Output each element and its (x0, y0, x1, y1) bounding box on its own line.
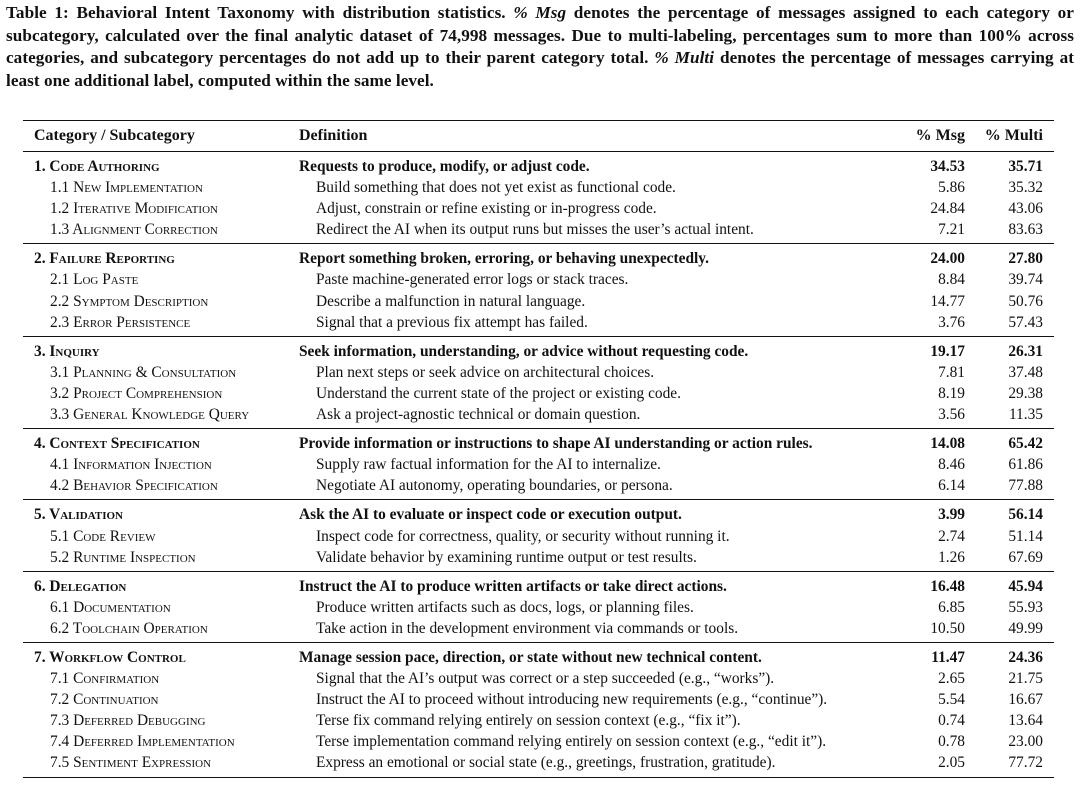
category-name: 2. Failure Reporting (34, 250, 175, 268)
subcategory-row (23, 752, 1054, 773)
subcategory-msg: 2.05 (938, 754, 965, 772)
subcategory-name: 2.2 Symptom Description (50, 292, 209, 310)
subcategory-multi: 21.75 (1008, 670, 1043, 688)
subcategory-name: 7.1 Confirmation (50, 670, 160, 688)
category-multi: 65.42 (1008, 435, 1043, 453)
category-msg: 3.99 (938, 506, 965, 524)
subcategory-row (23, 710, 1054, 731)
category-row (23, 156, 1054, 177)
table-header-row (23, 121, 1054, 151)
subcategory-msg: 0.74 (938, 712, 965, 730)
subcategory-msg: 2.74 (938, 527, 965, 545)
caption-label: Table 1: Behavioral Intent Taxonomy with distribution statistics. (6, 3, 506, 22)
subcategory-multi: 49.99 (1008, 619, 1043, 637)
taxonomy-table (23, 120, 1054, 778)
subcategory-definition: Redirect the AI when its output runs but misses the user’s actual intent. (316, 221, 754, 239)
category-definition: Seek information, understanding, or advice without requesting code. (299, 342, 749, 360)
subcategory-msg: 8.19 (938, 384, 965, 402)
subcategory-definition: Ask a project-agnostic technical or domain question. (316, 406, 641, 424)
category-group (23, 643, 1054, 777)
subcategory-definition: Build something that does not yet exist as functional code. (316, 179, 676, 197)
category-group (23, 337, 1054, 428)
subcategory-definition: Paste machine-generated error logs or stack traces. (316, 271, 629, 289)
subcategory-msg: 2.65 (938, 670, 965, 688)
subcategory-msg: 8.46 (938, 456, 965, 474)
subcategory-definition: Signal that a previous fix attempt has failed. (316, 313, 588, 331)
category-msg: 19.17 (930, 342, 965, 360)
subcategory-msg: 7.81 (938, 363, 965, 381)
subcategory-name: 5.1 Code Review (50, 527, 156, 545)
category-row (23, 504, 1054, 525)
subcategory-name: 5.2 Runtime Inspection (50, 548, 196, 566)
category-row (23, 341, 1054, 362)
subcategory-msg: 8.84 (938, 271, 965, 289)
category-row (23, 248, 1054, 269)
subcategory-msg: 3.76 (938, 313, 965, 331)
subcategory-multi: 29.38 (1008, 384, 1043, 402)
category-group (23, 152, 1054, 243)
category-msg: 11.47 (931, 648, 965, 666)
subcategory-row (23, 177, 1054, 198)
category-name: 3. Inquiry (34, 342, 100, 360)
header-definition: Definition (299, 127, 368, 144)
caption-multi-term: % Multi (654, 48, 715, 68)
subcategory-multi: 11.35 (1008, 406, 1043, 424)
subcategory-name: 6.1 Documentation (50, 598, 171, 616)
subcategory-definition: Instruct the AI to proceed without introducing new requirements (e.g., “continue”). (316, 691, 828, 709)
subcategory-multi: 57.43 (1008, 313, 1043, 331)
subcategory-multi: 61.86 (1008, 456, 1043, 474)
subcategory-row (23, 269, 1054, 290)
category-name: 7. Workflow Control (34, 648, 186, 666)
category-name: 5. Validation (34, 506, 123, 524)
subcategory-name: 7.4 Deferred Implementation (50, 733, 235, 751)
category-group (23, 572, 1054, 642)
header-msg: % Msg (915, 127, 965, 144)
subcategory-name: 7.5 Sentiment Expression (50, 754, 212, 772)
subcategory-msg: 3.56 (938, 406, 965, 424)
subcategory-msg: 0.78 (938, 733, 965, 751)
subcategory-name: 1.2 Iterative Modification (50, 200, 218, 218)
table-caption (6, 2, 1074, 92)
category-name: 1. Code Authoring (34, 158, 160, 175)
category-name: 4. Context Specification (34, 435, 200, 453)
subcategory-row (23, 618, 1054, 639)
subcategory-row (23, 597, 1054, 618)
category-definition: Requests to produce, modify, or adjust code. (299, 158, 590, 175)
subcategory-definition: Terse fix command relying entirely on session context (e.g., “fix it”). (316, 712, 741, 730)
subcategory-definition: Adjust, constrain or refine existing or in-progress code. (316, 200, 657, 218)
category-multi: 27.80 (1008, 250, 1043, 268)
category-row (23, 433, 1054, 454)
subcategory-name: 3.1 Planning & Consultation (50, 363, 237, 381)
category-row (23, 647, 1054, 668)
subcategory-row (23, 668, 1054, 689)
category-group (23, 500, 1054, 570)
caption-text-1: denotes the percentage of messages assigned to each category or subcategory, calculated over the final analytic dataset of 74,998 messages. Due to multi-labeling, percentages sum to more than 100% across categories, and subcategory percentages do not add up to their parent category total. (6, 3, 1074, 68)
subcategory-msg: 6.14 (938, 477, 965, 495)
subcategory-name: 3.2 Project Comprehension (50, 384, 223, 402)
table-bottom-rule (23, 777, 1054, 778)
category-definition: Manage session pace, direction, or state without new technical content. (299, 648, 762, 666)
header-category: Category / Subcategory (34, 127, 195, 144)
subcategory-row (23, 454, 1054, 475)
subcategory-multi: 35.32 (1008, 179, 1043, 197)
subcategory-msg: 14.77 (930, 292, 965, 310)
category-definition: Ask the AI to evaluate or inspect code or execution output. (299, 506, 682, 524)
subcategory-multi: 23.00 (1008, 733, 1043, 751)
subcategory-name: 2.3 Error Persistence (50, 313, 191, 331)
subcategory-multi: 37.48 (1008, 363, 1043, 381)
subcategory-row (23, 362, 1054, 383)
category-multi: 56.14 (1008, 506, 1043, 524)
subcategory-msg: 5.86 (938, 179, 965, 197)
subcategory-multi: 77.72 (1008, 754, 1043, 772)
category-definition: Instruct the AI to produce written artifacts or take direct actions. (299, 577, 727, 595)
subcategory-definition: Negotiate AI autonomy, operating boundaries, or persona. (316, 477, 673, 495)
subcategory-row (23, 547, 1054, 568)
subcategory-multi: 13.64 (1008, 712, 1043, 730)
subcategory-row (23, 219, 1054, 240)
subcategory-definition: Validate behavior by examining runtime output or test results. (316, 548, 697, 566)
subcategory-name: 1.1 New Implementation (50, 179, 203, 197)
category-group (23, 244, 1054, 335)
subcategory-msg: 5.54 (938, 691, 965, 709)
subcategory-row (23, 404, 1054, 425)
subcategory-row (23, 689, 1054, 710)
category-multi: 26.31 (1008, 342, 1043, 360)
subcategory-name: 6.2 Toolchain Operation (50, 619, 208, 637)
subcategory-multi: 51.14 (1008, 527, 1043, 545)
subcategory-msg: 24.84 (930, 200, 965, 218)
category-definition: Provide information or instructions to shape AI understanding or action rules. (299, 435, 813, 453)
category-multi: 45.94 (1008, 577, 1043, 595)
subcategory-definition: Plan next steps or seek advice on architectural choices. (316, 363, 655, 381)
subcategory-msg: 10.50 (930, 619, 965, 637)
caption-text-2: denotes the percentage of messages carrying at least one additional label, computed within the same level. (6, 48, 1074, 90)
category-name: 6. Delegation (34, 577, 127, 595)
category-definition: Report something broken, erroring, or behaving unexpectedly. (299, 250, 709, 268)
subcategory-name: 3.3 General Knowledge Query (50, 406, 250, 424)
subcategory-row (23, 198, 1054, 219)
subcategory-row (23, 291, 1054, 312)
subcategory-multi: 67.69 (1008, 548, 1043, 566)
subcategory-name: 1.3 Alignment Correction (50, 221, 218, 239)
category-msg: 24.00 (930, 250, 965, 268)
subcategory-multi: 39.74 (1008, 271, 1043, 289)
subcategory-definition: Describe a malfunction in natural language. (316, 292, 586, 310)
category-row (23, 576, 1054, 597)
subcategory-definition: Supply raw factual information for the AI to internalize. (316, 456, 661, 474)
subcategory-row (23, 475, 1054, 496)
subcategory-name: 7.2 Continuation (50, 691, 159, 709)
subcategory-row (23, 383, 1054, 404)
subcategory-name: 4.2 Behavior Specification (50, 477, 218, 495)
subcategory-definition: Express an emotional or social state (e.g., greetings, frustration, gratitude). (316, 754, 776, 772)
subcategory-definition: Signal that the AI’s output was correct or a step succeeded (e.g., “works”). (316, 670, 775, 688)
subcategory-msg: 6.85 (938, 598, 965, 616)
subcategory-multi: 16.67 (1008, 691, 1043, 709)
subcategory-name: 2.1 Log Paste (50, 271, 139, 289)
subcategory-row (23, 312, 1054, 333)
subcategory-name: 7.3 Deferred Debugging (50, 712, 206, 730)
category-multi: 35.71 (1008, 158, 1043, 175)
subcategory-definition: Produce written artifacts such as docs, logs, or planning files. (316, 598, 694, 616)
subcategory-multi: 55.93 (1008, 598, 1043, 616)
category-msg: 34.53 (930, 158, 965, 175)
category-msg: 14.08 (930, 435, 965, 453)
subcategory-row (23, 731, 1054, 752)
subcategory-multi: 50.76 (1008, 292, 1043, 310)
subcategory-msg: 1.26 (938, 548, 965, 566)
subcategory-msg: 7.21 (938, 221, 965, 239)
subcategory-definition: Inspect code for correctness, quality, or security without running it. (316, 527, 730, 545)
header-multi: % Multi (984, 127, 1043, 144)
subcategory-multi: 83.63 (1008, 221, 1043, 239)
subcategory-row (23, 526, 1054, 547)
subcategory-definition: Take action in the development environment via commands or tools. (316, 619, 739, 637)
subcategory-multi: 77.88 (1008, 477, 1043, 495)
subcategory-definition: Understand the current state of the project or existing code. (316, 384, 681, 402)
category-msg: 16.48 (930, 577, 965, 595)
caption-msg-term: % Msg (513, 3, 567, 22)
subcategory-definition: Terse implementation command relying entirely on session context (e.g., “edit it”). (316, 733, 827, 751)
subcategory-name: 4.1 Information Injection (50, 456, 212, 474)
category-group (23, 429, 1054, 499)
category-multi: 24.36 (1008, 648, 1043, 666)
table-body (23, 151, 1054, 777)
subcategory-multi: 43.06 (1008, 200, 1043, 218)
